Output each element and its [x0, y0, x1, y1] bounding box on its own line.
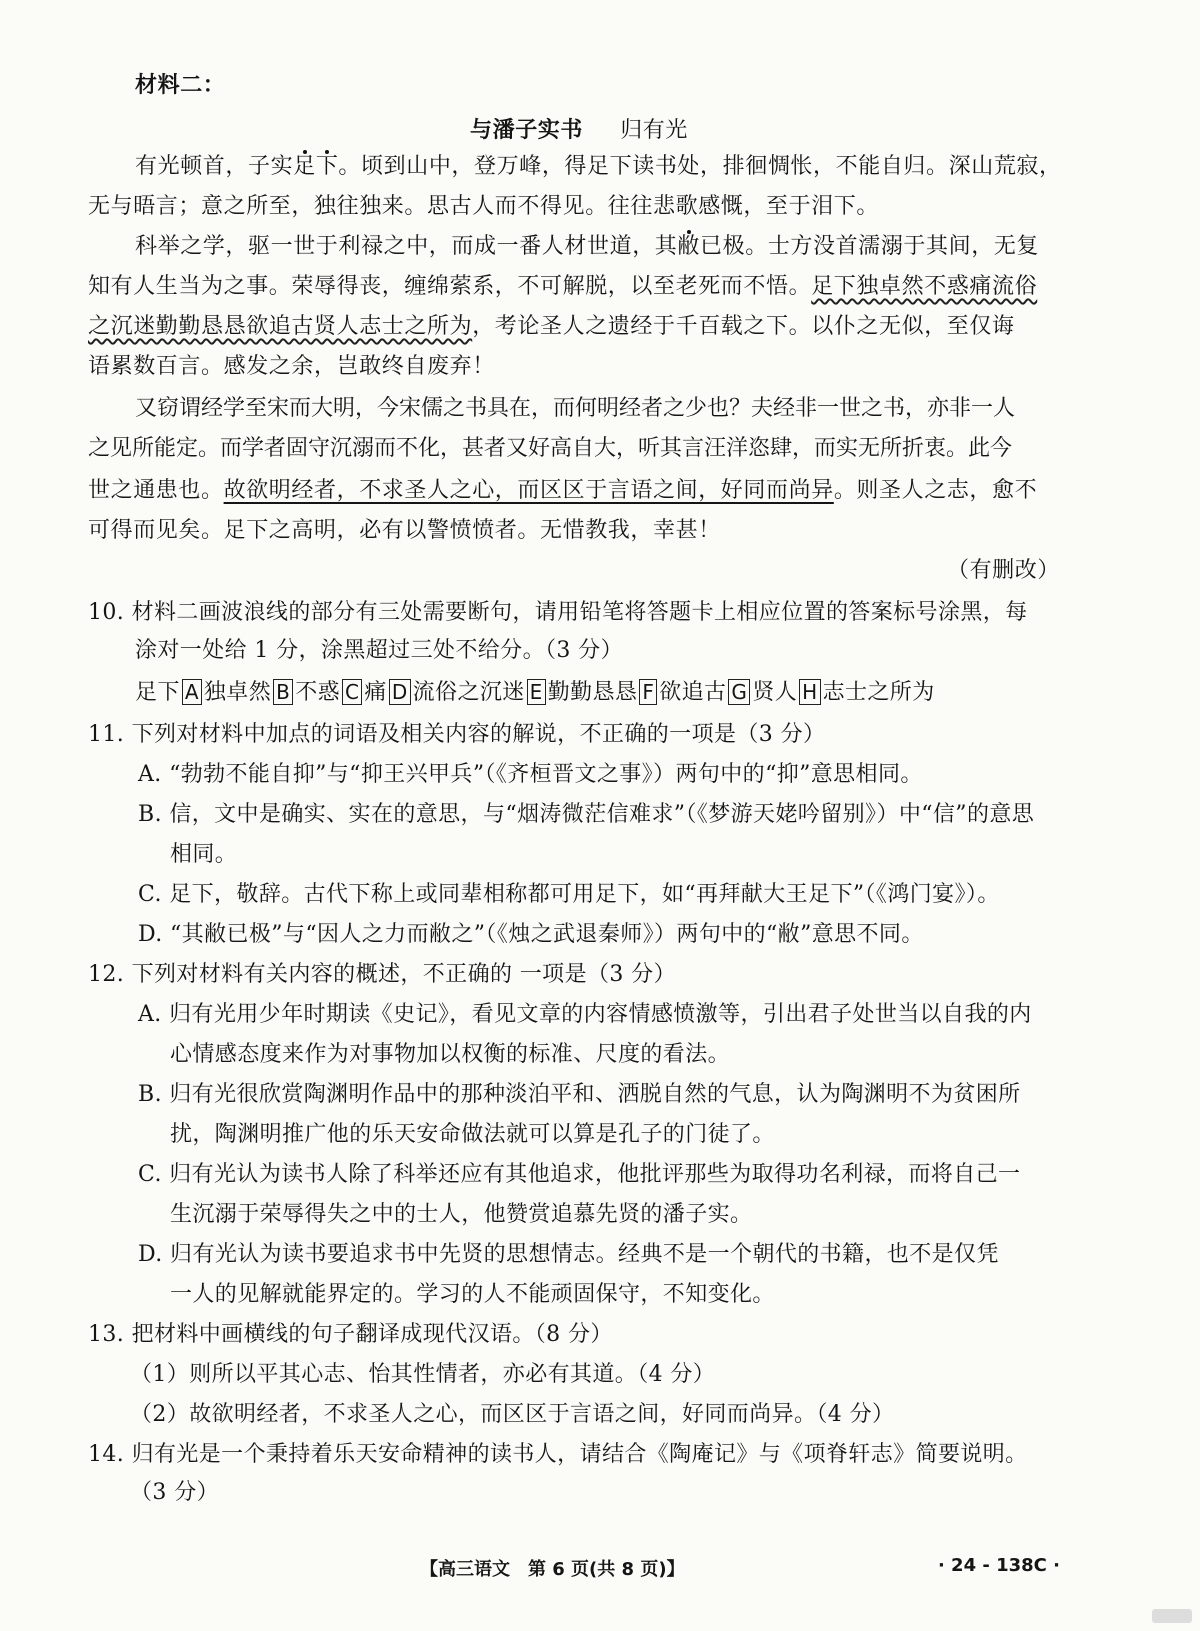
q12-option-a-line2: 心情感态度来作为对事物加以权衡的标准、尺度的看法。	[170, 1042, 731, 1067]
break-option-box[interactable]: F	[639, 679, 657, 705]
q12-option-d-line2: 一人的见解就能界定的。学习的人不能顽固保守，不知变化。	[170, 1282, 775, 1307]
break-option-box[interactable]: E	[527, 679, 546, 705]
q12-option-a-line1: A. 归有光用少年时期读《史记》，看见文章的内容情感愤激等，引出君子处世当以自我的内	[138, 1002, 1032, 1027]
q11-option-a: A. “勃勃不能自抑”与“抑王兴甲兵”（《齐桓晋文之事》）两句中的“抑”意思相同。	[138, 762, 923, 787]
q12-option-c-line1: C. 归有光认为读书人除了科举还应有其他追求，他批评那些为取得功名利禄，而将自己一	[138, 1162, 1021, 1187]
wavy-underlined-text: 之沉迷勤勤恳恳欲追古贤人志士之所为	[88, 314, 473, 339]
wavy-underlined-text: 足下独卓然不惑痛流俗	[811, 274, 1038, 299]
q13-sentence-2: （2）故欲明经者，不求圣人之心，而区区于言语之间，好同而尚异。（4 分）	[130, 1402, 895, 1427]
p3-line4: 可得而见矣。足下之高明，必有以警愤愤者。无惜教我，幸甚！	[88, 518, 721, 543]
underlined-sentence: 故欲明经者，不求圣人之心，而区区于言语之间，好同而尚异	[223, 478, 834, 503]
q12-option-c-line2: 生沉溺于荣辱得失之中的士人，他赞赏追慕先贤的潘子实。	[170, 1202, 753, 1227]
q11-option-d: D. “其敝已极”与“因人之力而敝之”（《烛之武退秦师》）两句中的“敝”意思不同。	[138, 922, 924, 947]
q11-option-c: C. 足下，敬辞。古代下称上或同辈相称都可用足下，如“再拜献大王足下”（《鸿门宴》）。	[138, 882, 1000, 907]
p1-line2: 无与晤言；意之所至，独往独来。思古人而不得见。往往悲歌感慨，至于泪下。	[88, 194, 880, 219]
q14-stem-line1: 14. 归有光是一个秉持着乐天安命精神的读书人，请结合《陶庵记》与《项脊轩志》简要说明。	[88, 1442, 1028, 1467]
p3-line1: 又窃谓经学至宋而大明，今宋儒之书具在，而何明经者之少也？夫经非一世之书，亦非一人	[135, 396, 1016, 421]
p2-line1: 科举之学，驱一世于利禄之中，而成一番人材世道，其敝已极。士方没首濡溺于其间，无复	[135, 234, 1040, 259]
q10-stem-line2: 涂对一处给 1 分，涂黑超过三处不给分。（3 分）	[135, 638, 623, 663]
break-option-box[interactable]: G	[728, 679, 750, 705]
q11-option-b-line2: 相同。	[170, 842, 238, 867]
q13-sentence-1: （1）则所以平其心志、怡其性情者，亦必有其道。（4 分）	[130, 1362, 716, 1387]
dotted-char: 足	[293, 154, 316, 179]
q10-stem-line1: 10. 材料二画波浪线的部分有三处需要断句，请用铅笔将答题卡上相应位置的答案标号涂黑，每	[88, 600, 1028, 625]
exam-code: · 24 - 138C ·	[937, 1555, 1060, 1576]
p2-line4: 语累数百言。感发之余，岂敢终自废弃！	[88, 354, 495, 379]
p3-line3: 世之通患也。故欲明经者，不求圣人之心，而区区于言语之间，好同而尚异。则圣人之志，愈不	[88, 478, 1038, 503]
break-option-box[interactable]: B	[273, 679, 293, 705]
edited-note: （有删改）	[946, 558, 1060, 583]
q10-break-options: 足下 A 独卓然 B 不惑 C 痛 D 流俗之沉迷 E 勤勤恳恳 F 欲追古 G 贤人 H 志士之所为	[135, 680, 935, 705]
p2-line3: 之沉迷勤勤恳恳欲追古贤人志士之所为，考论圣人之遗经于千百载之下。以仆之无似，至仅诲	[88, 314, 1015, 339]
dotted-char: 敝	[677, 234, 701, 259]
q13-stem: 13. 把材料中画横线的句子翻译成现代汉语。（8 分）	[88, 1322, 613, 1347]
passage-title-line	[470, 115, 688, 146]
p2-line2: 知有人生当为之事。荣辱得丧，缠绵萦系，不可解脱，以至老死而不悟。足下独卓然不惑痛流俗	[88, 274, 1038, 299]
break-option-box[interactable]: H	[799, 679, 820, 705]
q11-stem: 11. 下列对材料中加点的词语及相关内容的解说，不正确的一项是（3 分）	[88, 722, 826, 747]
break-option-box[interactable]: D	[389, 679, 411, 705]
p3-line2: 之见所能定。而学者固守沉溺而不化，甚者又好高自大，听其言汪洋恣肆，而实无所折衷。此今	[88, 436, 1013, 461]
q12-stem: 12. 下列对材料有关内容的概述，不正确的 一项是（3 分）	[88, 962, 676, 987]
p1-line1: 有光顿首，子实足下。顷到山中，登万峰，得足下读书处，排徊惆怅，不能自归。深山荒寂，	[135, 154, 1062, 179]
dotted-char: 下	[315, 154, 339, 179]
break-option-box[interactable]: A	[182, 679, 202, 705]
q11-option-b-line1: B. 信，文中是确实、实在的意思，与“烟涛微茫信难求”（《梦游天姥吟留别》）中“信”的意思	[138, 802, 1035, 827]
watermark-logo	[1152, 1609, 1192, 1623]
q14-stem-line2: （3 分）	[130, 1480, 219, 1505]
q12-option-b-line1: B. 归有光很欣赏陶渊明作品中的那种淡泊平和、洒脱自然的气息，认为陶渊明不为贫困所	[138, 1082, 1021, 1107]
page-footer: 【高三语文 第 6 页(共 8 页)】	[420, 1559, 685, 1580]
passage-title: 与潘子实书	[470, 117, 584, 143]
q12-option-d-line1: D. 归有光认为读书要追求书中先贤的思想情志。经典不是一个朝代的书籍，也不是仅凭	[138, 1242, 999, 1267]
material-label: 材料二：	[135, 72, 226, 98]
passage-author: 归有光	[620, 118, 689, 143]
break-option-box[interactable]: C	[342, 679, 362, 705]
q12-option-b-line2: 扰，陶渊明推广他的乐天安命做法就可以算是孔子的门徒了。	[170, 1122, 775, 1147]
